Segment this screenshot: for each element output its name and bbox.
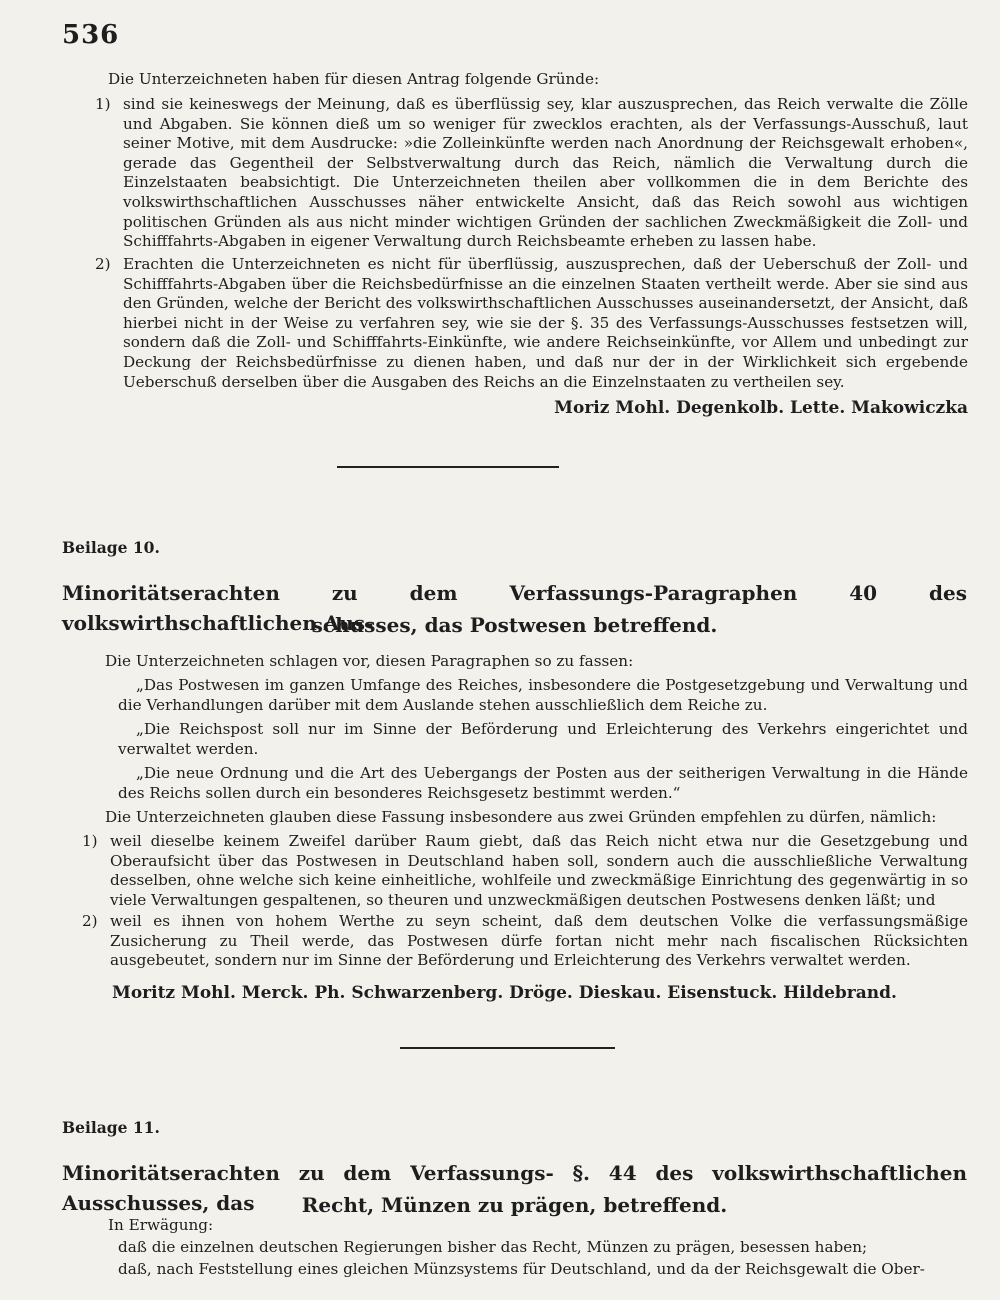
beilage-11-title-line1: Minoritätserachten zu dem Verfassungs- §. 44 des volkswirthschaftlichen Ausschusses, das: [62, 1161, 967, 1215]
beilage-10-quote-1: „Das Postwesen im ganzen Umfange des Reiches, insbesondere die Postgesetzgebung und Verwaltung und die Verhandlungen darüber mit dem Auslande stehen ausschließlich dem Reiche zu.: [118, 676, 968, 714]
reason-item-2-text: Erachten die Unterzeichneten es nicht für überflüssig, auszusprechen, daß der Ueberschuß der Zoll- und Schifffahrts-Abgaben über die Reichsbedürfnisse an die einzelnen Staaten vertheilt werde. Aber sie sind aus den Gründen, welche der Bericht des volkswirthschaftlichen Ausschusses auseinandersetzt, der Ansicht, daß hierbei nicht in der Weise zu verfahren sey, wie sie der §. 35 des Verfassungs-Ausschusses festsetzen will, sondern daß die Zoll- und Schifffahrts-Einkünfte, wie andere Reichseinkünfte, vor Allem und unbedingt zur Deckung der Reichsbedürfnisse zu dienen haben, und daß nur der in der Wirklichkeit sich ergebende Ueberschuß derselben über die Ausgaben des Reichs an die Einzelnstaaten zu vertheilen sey.: [123, 255, 968, 391]
beilage-10-reason-1-number: 1): [82, 832, 98, 850]
beilage-11-title-line2: Recht, Münzen zu prägen, betreffend.: [301, 1193, 728, 1217]
signatures-top: Moriz Mohl. Degenkolb. Lette. Makowiczka: [554, 398, 968, 418]
beilage-11-label: Beilage 11.: [62, 1118, 160, 1137]
beilage-10-intro: Die Unterzeichneten schlagen vor, diesen Paragraphen so zu fassen:: [105, 652, 634, 670]
beilage-10-reason-2-number: 2): [82, 912, 98, 930]
beilage-11-line-1: daß die einzelnen deutschen Regierungen bisher das Recht, Münzen zu prägen, besessen haben;: [118, 1238, 868, 1256]
section-divider-2: [400, 1047, 615, 1049]
reason-item-2-number: 2): [95, 255, 111, 273]
beilage-10-reason-1: [82, 832, 968, 910]
beilage-10-reason-1-text: weil dieselbe keinem Zweifel darüber Raum giebt, daß das Reich nicht etwa nur die Gesetzgebung und Oberaufsicht über das Postwesen in Deutschland haben soll, sondern auch die ausschließliche Verwaltung desselben, ohne welche sich keine einheitliche, wohlfeile und zweckmäßige Einrichtung des gegenwärtig in so viele Verwaltungen gespaltenen, so theuren und unzweckmäßigen deutschen Postwesens denken läßt; und: [110, 832, 968, 909]
page-number: 536: [62, 20, 120, 50]
beilage-10-quote-3: „Die neue Ordnung und die Art des Uebergangs der Posten aus der seitherigen Verwaltung in die Hände des Reichs sollen durch ein besonderes Reichsgesetz bestimmt werden.“: [118, 764, 968, 802]
beilage-10-title-line1: Minoritätserachten zu dem Verfassungs-Paragraphen 40 des volkswirthschaftlichen Aus-: [62, 581, 967, 635]
beilage-11-intro: In Erwägung:: [108, 1216, 214, 1234]
beilage-10-title-line2: schusses, das Postwesen betreffend.: [311, 613, 718, 637]
beilage-11-line-2: daß, nach Feststellung eines gleichen Münzsystems für Deutschland, und da der Reichsgewalt die Ober-: [118, 1260, 925, 1278]
signatures-beilage-10: Moritz Mohl. Merck. Ph. Schwarzenberg. Dröge. Dieskau. Eisenstuck. Hildebrand.: [112, 983, 897, 1003]
beilage-10-reason-2-text: weil es ihnen von hohem Werthe zu seyn scheint, daß dem deutschen Volke die verfassungsmäßige Zusicherung zu Theil werde, das Postwesen dürfe fortan nicht mehr nach fiscalischen Rücksichten ausgebeutet, sondern nur im Sinne der Beförderung und Erleichterung des Verkehrs verwaltet werden.: [110, 912, 968, 970]
reason-item-1-text: sind sie keineswegs der Meinung, daß es überflüssig sey, klar auszusprechen, das Reich verwalte die Zölle und Abgaben. Sie können dieß um so weniger für zwecklos erachten, als der Verfassungs-Ausschuß, laut seiner Motive, mit dem Ausdrucke: »die Zolleinkünfte werden nach Anordnung der Reichsgewalt erhoben«, gerade das Gegentheil der Selbstverwaltung durch das Reich, nämlich die Verwaltung durch die Einzelstaaten beabsichtigt. Die Unterzeichneten theilen aber vollkommen die in dem Berichte des volkswirthschaftlichen Ausschusses näher entwickelte Ansicht, daß das Reich sowohl aus wichtigen politischen Gründen als aus nicht minder wichtigen Gründen der sachlichen Zweckmäßigkeit die Zoll- und Schifffahrts-Abgaben in eigener Verwaltung durch Reichsbeamte erheben zu lassen habe.: [123, 95, 968, 251]
section-divider: [337, 466, 559, 468]
beilage-10-reasons-intro: Die Unterzeichneten glauben diese Fassung insbesondere aus zwei Gründen empfehlen zu dürfen, nämlich:: [105, 808, 937, 826]
beilage-10-quote-2: „Die Reichspost soll nur im Sinne der Beförderung und Erleichterung des Verkehrs eingerichtet und verwaltet werden.: [118, 720, 968, 758]
beilage-10-reason-2: [82, 912, 968, 971]
reason-item-1: [95, 95, 968, 252]
beilage-10-label: Beilage 10.: [62, 538, 160, 557]
reasons-intro: Die Unterzeichneten haben für diesen Antrag folgende Gründe:: [108, 70, 600, 88]
reason-item-2: [95, 255, 968, 392]
reason-item-1-number: 1): [95, 95, 111, 113]
